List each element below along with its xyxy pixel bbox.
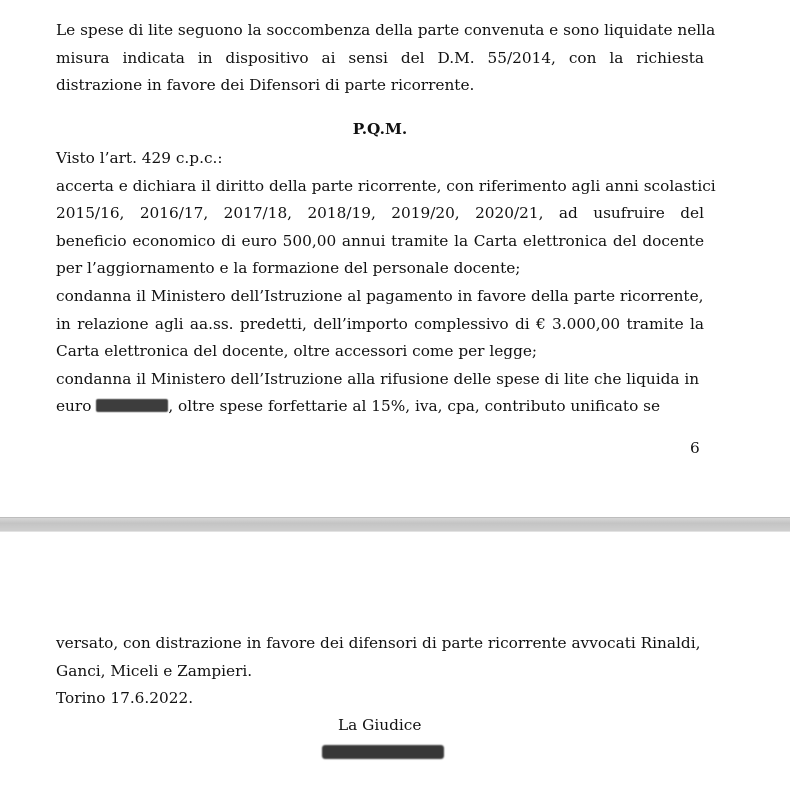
page-separator (0, 517, 790, 532)
text-line: condanna il Ministero dell’Istruzione al pagamento in favore della parte ricorrente, (56, 286, 704, 305)
text-suffix: , oltre spese forfettarie al 15%, iva, cpa, contributo unificato se (168, 397, 661, 416)
text-line: in relazione agli aa.ss. predetti, dell’importo complessivo di € 3.000,00 tramite la (56, 314, 704, 333)
text-line: condanna il Ministero dell’Istruzione alla rifusione delle spese di lite che liquida in (56, 369, 700, 388)
text-line: misura indicata in dispositivo ai sensi del D.M. 55/2014, con la richiesta (56, 48, 704, 67)
text-line: distrazione in favore dei Difensori di parte ricorrente. (56, 76, 475, 95)
text-line: Visto l’art. 429 c.p.c.: (56, 149, 223, 167)
text-prefix: euro (56, 397, 92, 416)
text-line: 2015/16, 2016/17, 2017/18, 2018/19, 2019/20, 2020/21, ad usufruire del (56, 204, 704, 223)
section-heading-pqm: P.Q.M. (352, 120, 408, 138)
paragraph-spese (56, 17, 716, 100)
text-line: Torino 17.6.2022. (56, 689, 194, 708)
text-fragment (56, 393, 660, 421)
redacted-signature (322, 745, 444, 759)
text-line: Le spese di lite seguono la soccombenza della parte convenuta e sono liquidate nella (56, 21, 716, 39)
paragraph-dispositivo (56, 145, 716, 421)
text-line: per l’aggiornamento e la formazione del personale docente; (56, 259, 521, 278)
text-line: Carta elettronica del docente, oltre accessori come per legge; (56, 342, 538, 361)
page-number: 6 (690, 439, 700, 457)
text-line: beneficio economico di euro 500,00 annui tramite la Carta elettronica del docente (56, 231, 704, 250)
text-line-with-redaction (56, 393, 704, 421)
judge-title: La Giudice (338, 716, 422, 734)
text-line: versato, con distrazione in favore dei difensori di parte ricorrente avvocati Rinaldi, (56, 634, 701, 652)
paragraph-closing (56, 630, 704, 713)
text-line: accerta e dichiara il diritto della parte ricorrente, con riferimento agli anni scolastici (56, 176, 716, 195)
redacted-amount (96, 399, 168, 412)
text-line: Ganci, Miceli e Zampieri. (56, 661, 253, 680)
